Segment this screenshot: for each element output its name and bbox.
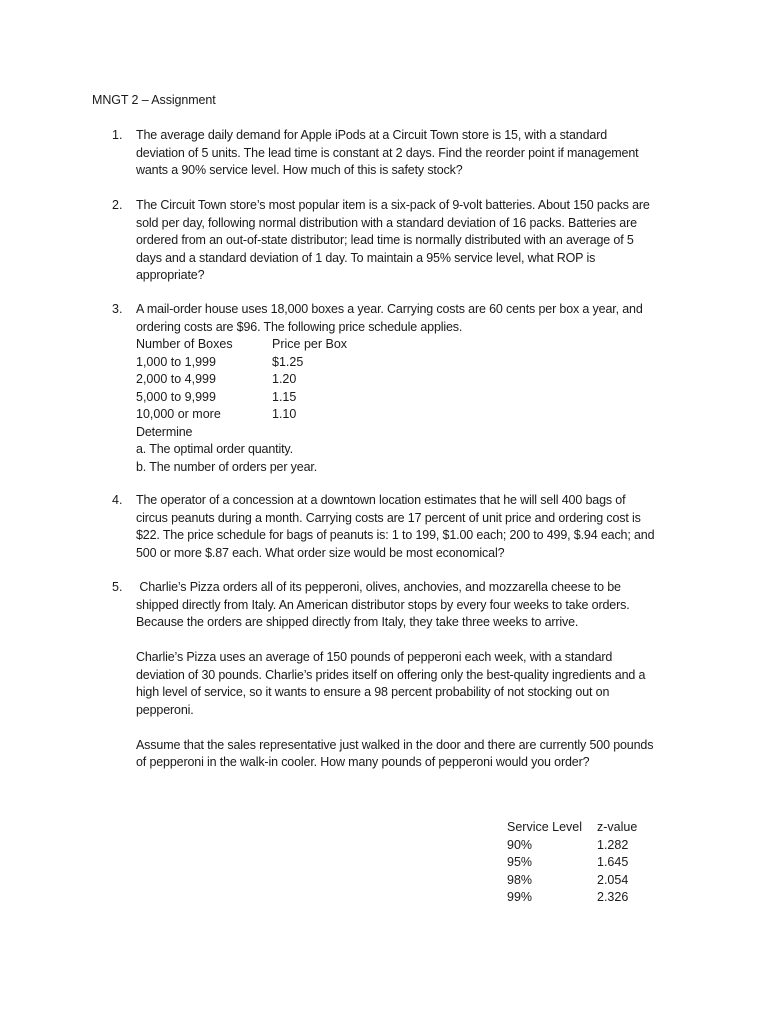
question-number: 3. [112, 302, 123, 316]
table-cell: 1,000 to 1,999 [136, 354, 216, 369]
text-line: circus peanuts during a month. Carrying costs are 17 percent of unit price and ordering cost is [136, 510, 641, 525]
table-cell: 2.326 [597, 890, 629, 904]
table-cell: $1.25 [272, 354, 304, 369]
paragraph [136, 649, 672, 719]
z-value-table [507, 819, 667, 907]
text-line: A mail-order house uses 18,000 boxes a year. Carrying costs are 60 cents per box a year, and [136, 302, 643, 316]
question-text [136, 197, 672, 285]
text-line: The Circuit Town store’s most popular item is a six-pack of 9-volt batteries. About 150 packs are [136, 198, 650, 212]
table-cell: 95% [507, 855, 533, 869]
table-cell: 5,000 to 9,999 [136, 389, 216, 404]
document-title: MNGT 2 – Assignment [92, 93, 216, 107]
text-line: sold per day, following normal distribution with a standard deviation of 16 packs. Batteries are [136, 215, 637, 230]
text-line: wants a 90% service level. How much of this is safety stock? [136, 163, 463, 177]
text-line: Because the orders are shipped directly from Italy, they take three weeks to arrive. [136, 615, 579, 629]
table-row [136, 389, 672, 407]
text-line: shipped directly from Italy. An American distributor stops by every four weeks to take orders. [136, 597, 630, 612]
table-row [136, 406, 672, 424]
question-text [136, 492, 672, 562]
text-line: b. The number of orders per year. [136, 459, 318, 474]
question-text [136, 127, 672, 180]
table-row [507, 872, 667, 890]
table-row [136, 354, 672, 372]
text-line: a. The optimal order quantity. [136, 442, 293, 456]
text-line: The operator of a concession at a downtown location estimates that he will sell 400 bags of [136, 493, 626, 507]
text-line: The average daily demand for Apple iPods at a Circuit Town store is 15, with a standard [136, 128, 608, 142]
table-cell: 1.20 [272, 372, 297, 386]
table-cell: 2,000 to 4,999 [136, 372, 216, 386]
table-header-row [136, 336, 672, 354]
question-number: 4. [112, 493, 123, 507]
table-cell: 2.054 [597, 872, 629, 887]
table-cell: 10,000 or more [136, 407, 221, 421]
text-line: 500 or more $.87 each. What order size would be most economical? [136, 545, 505, 560]
table-header: Service Level [507, 820, 583, 834]
question-text [136, 301, 672, 476]
text-line: Determine [136, 424, 193, 439]
text-line: ordered from an out-of-state distributor; lead time is normally distributed with an average of 5 [136, 233, 634, 247]
text-line: Charlie’s Pizza orders all of its pepperoni, olives, anchovies, and mozzarella cheese to be [136, 580, 621, 594]
text-line: high level of service, so it wants to ensure a 98 percent probability of not stocking out on [136, 685, 610, 699]
question-number: 5. [112, 580, 123, 594]
text-line: Charlie’s Pizza uses an average of 150 pounds of pepperoni each week, with a standard [136, 650, 613, 664]
paragraph [136, 579, 672, 632]
table-row [136, 371, 672, 389]
text-line: pepperoni. [136, 702, 194, 717]
price-schedule-table [136, 336, 672, 424]
table-cell: 1.645 [597, 855, 629, 869]
question-number: 1. [112, 128, 123, 142]
table-cell: 98% [507, 872, 533, 887]
table-header: Price per Box [272, 337, 348, 351]
question-number: 2. [112, 198, 123, 212]
table-cell: 99% [507, 890, 533, 904]
paragraph [136, 737, 672, 772]
question-text [136, 579, 672, 772]
text-line: Assume that the sales representative just walked in the door and there are currently 500 pounds [136, 737, 654, 752]
text-line: ordering costs are $96. The following price schedule applies. [136, 319, 463, 334]
table-header-row [507, 819, 667, 837]
table-cell: 1.10 [272, 407, 297, 421]
text-line: $22. The price schedule for bags of peanuts is: 1 to 199, $1.00 each; 200 to 499, $.94 each; and [136, 528, 655, 542]
table-cell: 1.15 [272, 389, 297, 404]
text-line: deviation of 5 units. The lead time is constant at 2 days. Find the reorder point if management [136, 145, 639, 160]
table-cell: 1.282 [597, 837, 629, 852]
table-cell: 90% [507, 837, 533, 852]
text-line: days and a standard deviation of 1 day. To maintain a 95% service level, what ROP is [136, 250, 596, 265]
table-header: z-value [597, 820, 638, 834]
table-header: Number of Boxes [136, 337, 233, 351]
table-row [507, 837, 667, 855]
table-row [507, 889, 667, 907]
text-line: appropriate? [136, 268, 205, 282]
text-line: deviation of 30 pounds. Charlie’s prides itself on offering only the best-quality ingredients and a [136, 667, 646, 682]
text-line: of pepperoni in the walk-in cooler. How many pounds of pepperoni would you order? [136, 755, 590, 769]
table-row [507, 854, 667, 872]
